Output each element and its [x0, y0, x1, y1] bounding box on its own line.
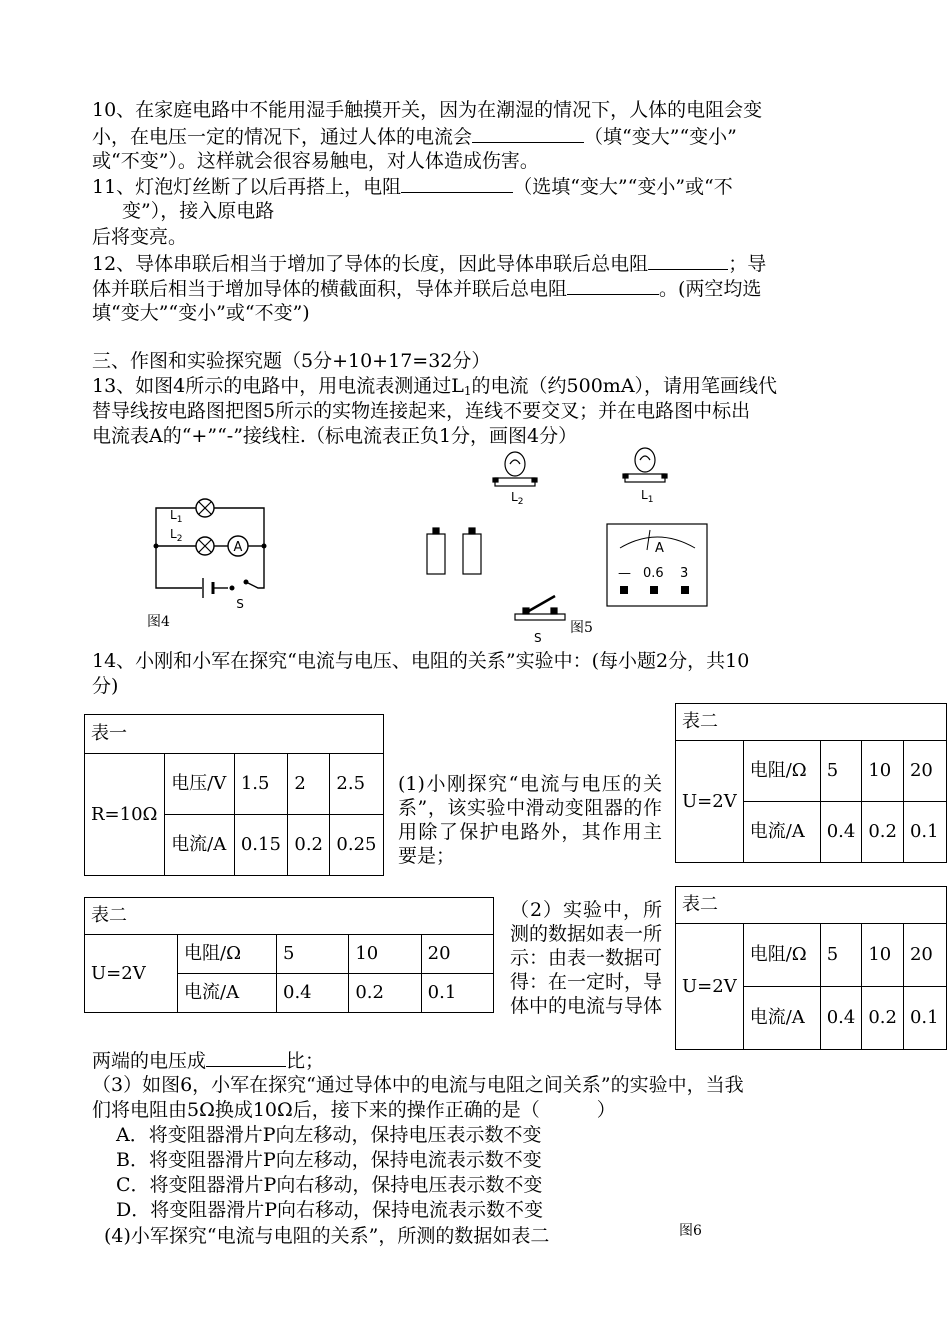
table-2-copy-condition: U=2V [676, 924, 744, 1050]
q10-line2-text-a: 小，在电压一定的情况下，通过人体的电流会 [92, 126, 473, 148]
part-4-text: (4)小军探究“电流与电阻的关系”，所测的数据如表二 [104, 1225, 550, 1247]
q12-line2 [92, 276, 761, 301]
q10-answer-blank[interactable] [472, 124, 584, 143]
figure-5-caption: 图5 [570, 620, 593, 636]
part-3-option-a[interactable]: A．将变阻器滑片P向左移动，保持电压表示数不变 [116, 1124, 542, 1146]
table-2-copy-cell: 10 [862, 924, 904, 987]
table-1-cell: 0.2 [288, 815, 330, 876]
table-2-cell: 20 [421, 935, 493, 974]
table-2-cell: 0.2 [349, 974, 421, 1013]
ammeter-component [607, 524, 707, 606]
table-1-title: 表一 [85, 715, 384, 754]
q13-line1-text-a: 13、如图4所示的电路中，用电流表测通过L [92, 375, 464, 397]
q11-answer-blank[interactable] [401, 174, 513, 193]
lamp-l1-label: $L_1$ [170, 508, 183, 525]
q14-line1: 14、小刚和小军在探究“电流与电压、电阻的关系”实验中：(每小题2分，共10 [92, 650, 750, 672]
table-2-main [84, 897, 494, 1013]
ammeter-label: A [233, 540, 243, 555]
q10-line2 [92, 124, 737, 149]
table-2-copy-cell: 0.2 [862, 802, 904, 863]
lamp-l1-symbol [196, 499, 214, 517]
switch-comp-label: S [534, 631, 542, 645]
meter-06-label: 0.6 [643, 566, 664, 581]
table-2-copy-cell: 10 [862, 741, 904, 802]
meter-a-label: A [655, 541, 664, 556]
table-2-row2-label: 电流/A [178, 974, 277, 1013]
q14-line2: 分) [92, 675, 119, 697]
battery-symbol [203, 578, 213, 598]
table-2-title: 表二 [85, 898, 494, 935]
table-2-copy-cell: 5 [820, 924, 862, 987]
q11-line1-text-a: 11、灯泡灯丝断了以后再搭上，电阻 [92, 176, 402, 198]
part-2-text: （2）实验中，所测的数据如表一所示：由表一数据可得：在一定时，导体中的电流与导体 [510, 899, 663, 1017]
part-2-end [92, 1048, 324, 1073]
q12-line2-text-a: 体并联后相当于增加导体的横截面积，导体并联后总电阻 [92, 278, 568, 300]
figure-6-caption: 图6 [679, 1223, 702, 1239]
q11-line3: 后将变亮。 [92, 226, 188, 248]
lamp-l1-comp-label: $L_1$ [641, 488, 654, 505]
q12-line2-text-b: 。(两空均选 [659, 278, 762, 300]
table-2-copy-cell: 0.2 [862, 987, 904, 1050]
junction-right [262, 544, 267, 549]
lamp-l2-symbol [196, 537, 214, 555]
q12-line1-text-b: ；导 [728, 253, 767, 275]
table-1-row1-label: 电压/V [165, 754, 235, 815]
table-1-cell: 2.5 [330, 754, 384, 815]
table-2-copy-cell: 20 [903, 924, 946, 987]
table-1 [84, 714, 384, 876]
table-2-copy-row2-label: 电流/A [743, 802, 820, 863]
table-2-copy-row1-label: 电阻/Ω [743, 924, 820, 987]
part-3-line2: 们将电阻由5Ω换成10Ω后，接下来的操作正确的是（ ） [92, 1099, 616, 1121]
q12-answer-blank-2[interactable] [567, 276, 659, 295]
ammeter-symbol [228, 536, 248, 556]
table-1-cell: 0.15 [234, 815, 288, 876]
q11-line1 [92, 174, 733, 199]
table-1-condition: R=10Ω [85, 754, 165, 876]
table-2-copy-row2-label: 电流/A [743, 987, 820, 1050]
figure-5-components [415, 446, 715, 646]
table-2-copy-cell: 0.1 [903, 987, 946, 1050]
table-2-copy-upper [675, 703, 947, 863]
table-2-copy-cell: 20 [903, 741, 946, 802]
switch-symbol [230, 580, 249, 612]
part-3-option-c[interactable]: C．将变阻器滑片P向右移动，保持电压表示数不变 [116, 1174, 543, 1196]
q10-line3: 或“不变”）。这样就会很容易触电，对人体造成伤害。 [92, 150, 539, 172]
meter-3-label: 3 [680, 566, 689, 581]
q12-answer-blank-1[interactable] [648, 251, 728, 270]
table-2-copy-cell: 0.1 [903, 802, 946, 863]
part-3-option-b[interactable]: B．将变阻器滑片P向左移动，保持电流表示数不变 [116, 1149, 542, 1171]
part-2-answer-blank[interactable] [206, 1048, 286, 1067]
figure-4-caption: 图4 [147, 614, 170, 630]
table-2-copy-title: 表二 [676, 887, 947, 924]
table-2-copy-row1-label: 电阻/Ω [743, 741, 820, 802]
battery-cells [427, 528, 481, 574]
q13-line2: 替导线按电路图把图5所示的实物连接起来，连线不要交叉；并在电路图中标出 [92, 400, 751, 422]
table-2-cell: 0.1 [421, 974, 493, 1013]
q13-line1-subscript: 1 [463, 384, 472, 398]
table-2-condition: U=2V [85, 935, 178, 1013]
table-2-copy-cell: 5 [820, 741, 862, 802]
q13-line1-text-b: 的电流（约500mA），请用笔画线代 [471, 375, 778, 397]
q12-line1 [92, 251, 766, 276]
table-1-row2-label: 电流/A [165, 815, 235, 876]
table-2-cell: 5 [277, 935, 349, 974]
q13-line3: 电流表A的“+”“-”接线柱.（标电流表正负1分，画图4分） [92, 425, 578, 447]
meter-minus-label: — [618, 566, 631, 581]
q11-line2: 变”），接入原电路 [122, 200, 275, 222]
switch-component [515, 596, 565, 620]
table-2-copy-condition: U=2V [676, 741, 744, 863]
q11-line1-text-b: （选填“变大”“变小”或“不 [513, 176, 733, 198]
q12-line3: 填“变大”“变小”或“不变”) [92, 302, 310, 324]
part-2-end-text-a: 两端的电压成 [92, 1050, 207, 1072]
part-3-option-d[interactable]: D．将变阻器滑片P向右移动，保持电流表示数不变 [116, 1199, 544, 1221]
switch-label: S [236, 597, 244, 611]
table-2-cell: 0.4 [277, 974, 349, 1013]
q10-line1: 10、在家庭电路中不能用湿手触摸开关，因为在潮湿的情况下，人体的电阻会变 [92, 99, 763, 121]
section-heading: 三、作图和实验探究题（5分+10+17=32分） [92, 350, 491, 372]
lamp-l1-component [623, 448, 667, 482]
q10-line2-text-b: （填“变大”“变小” [584, 126, 737, 148]
table-2-copy-lower [675, 886, 947, 1050]
table-1-cell: 2 [288, 754, 330, 815]
figure-4-circuit [140, 488, 280, 613]
part-3-line1: （3）如图6，小军在探究“通过导体中的电流与电阻之间关系”的实验中，当我 [92, 1074, 744, 1096]
q12-line1-text-a: 12、导体串联后相当于增加了导体的长度，因此导体串联后总电阻 [92, 253, 649, 275]
junction-left [154, 544, 159, 549]
table-1-cell: 0.25 [330, 815, 384, 876]
lamp-l2-comp-label: $L_2$ [511, 490, 524, 507]
table-2-row1-label: 电阻/Ω [178, 935, 277, 974]
table-2-cell: 10 [349, 935, 421, 974]
table-2-copy-cell: 0.4 [820, 802, 862, 863]
lamp-l2-component [493, 452, 537, 486]
table-2-copy-title: 表二 [676, 704, 947, 741]
part-1-text: (1)小刚探究“电流与电压的关系”，该实验中滑动变阻器的作用除了保护电路外，其作用主要是； [398, 773, 662, 867]
table-1-cell: 1.5 [234, 754, 288, 815]
lamp-l2-label: $L_2$ [170, 527, 183, 544]
part-2-end-text-b: 比； [286, 1050, 325, 1072]
table-2-copy-cell: 0.4 [820, 987, 862, 1050]
